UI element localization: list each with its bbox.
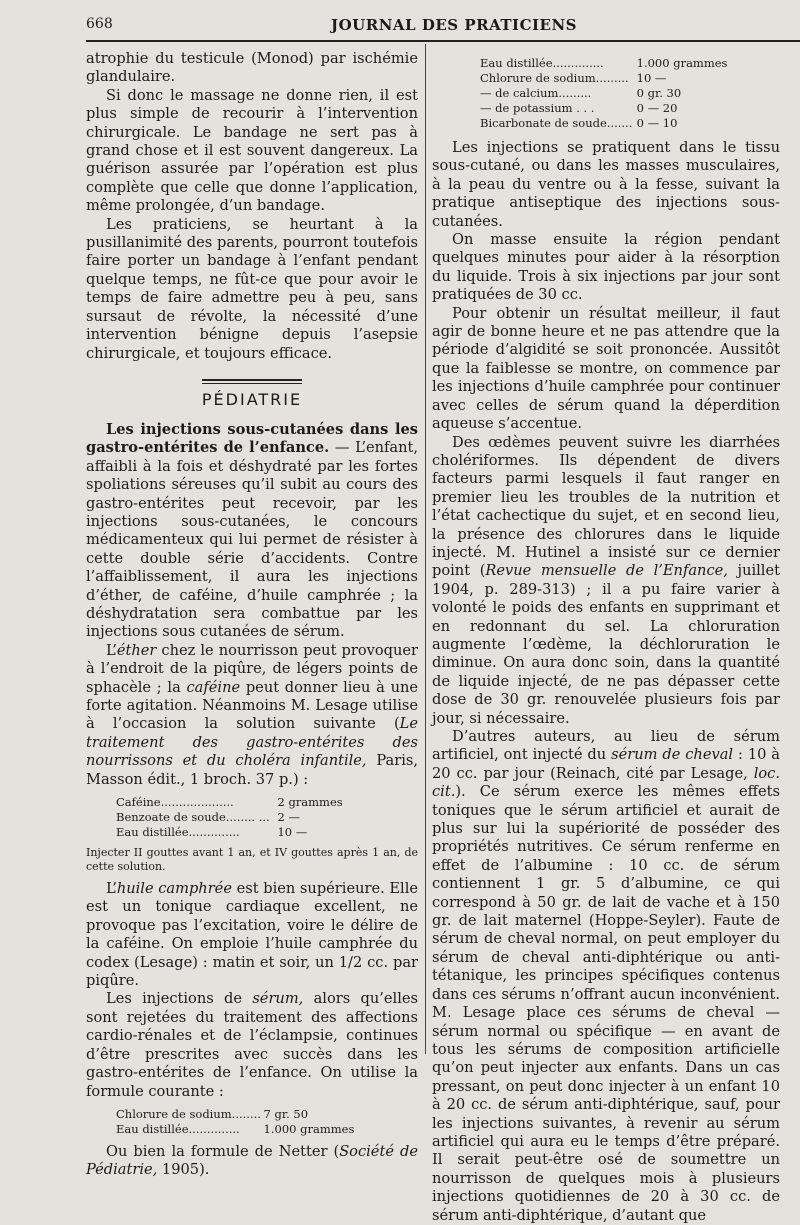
ingredient: Eau distillée.............. <box>116 1121 240 1136</box>
text-run: juillet 1904, p. 289-313) ; il a pu faire varier à volonté le poids des enfants en supprimant et en redonnant du sel. La chloruration augmente l’œdème, la déchloruration le diminue. On aura donc soin, dans la quantité de liquide injecté, de ne pas dépasser cette dose de 30 gr. renouvelée plusieurs fois par jour, si nécessaire. <box>432 562 780 727</box>
ingredient: Bicarbonate de soude....... <box>480 116 633 130</box>
text-run: : 10 à 20 cc. par jour (Reinach, cité par Lesage, <box>432 746 781 782</box>
text-run: alors qu’elles sont rejetées du traitement des affections cardio-rénales et de l’éclampsie, continues d’être prescrites avec succès dans les gastro-entérites de l’enfance. On utilise la formule courante : <box>86 990 418 1100</box>
paragraph: Si donc le massage ne donne rien, il est plus simple de recourir à l’intervention chirurgicale. Le bandage ne sert pas à grand chose et il est souvent dangereux. La guérison assurée par l’opération est plus complète que celle que donne l’application, même prolongée, d’un bandage. <box>86 86 418 215</box>
article-title: Les injections sous-cutanées dans les gastro-entérites de l’enfance. <box>86 420 418 457</box>
quantity: 2 — <box>277 810 300 825</box>
quantity: 10 — <box>636 71 667 85</box>
text-run: L’ <box>106 880 117 898</box>
formula-row <box>480 101 730 116</box>
italic-run: sérum, <box>252 990 304 1008</box>
text-run: Ou bien la formule de Netter ( <box>106 1142 340 1160</box>
quantity: 2 grammes <box>277 795 343 810</box>
ingredient: Eau distillée.............. <box>480 56 604 70</box>
ingredient: Chlorure de sodium......... <box>480 71 629 85</box>
text-run: Paris, Masson édit., 1 broch. 37 p.) : <box>86 752 418 788</box>
section-heading <box>86 379 418 409</box>
text-run: chez le nourrisson peut provoquer à l’endroit de la piqûre, de légers points de sphacèle ; la <box>86 641 418 696</box>
paragraph: On masse ensuite la région pendant quelques minutes pour aider à la résorption du liquide. Trois à six injections par jour sont pratiquées de 30 cc. <box>432 231 780 304</box>
paragraph <box>86 1143 418 1180</box>
text-run: D’autres auteurs, au lieu de sérum artificiel, ont injecté du <box>432 728 780 764</box>
quantity: 1.000 grammes <box>263 1121 355 1136</box>
section-title: PÉDIATRIE <box>201 389 303 409</box>
paragraph <box>432 728 780 1225</box>
left-column <box>86 50 418 1180</box>
italic-run: huile camphrée <box>116 880 232 898</box>
article-lead-paragraph <box>86 421 418 642</box>
quantity: 1.000 grammes <box>636 56 728 70</box>
ingredient: Benzoate de soude........ ... <box>116 810 270 825</box>
formula-netter <box>480 56 730 131</box>
formula-row <box>116 795 346 810</box>
quantity: 0 gr. 30 <box>636 86 682 100</box>
formula-row <box>116 810 346 825</box>
text-run: L’ <box>106 641 117 659</box>
paragraph <box>86 642 418 789</box>
journal-title: JOURNAL DES PRATICIENS <box>331 16 577 34</box>
quantity: 0 — 10 <box>636 116 678 130</box>
formula-row <box>480 86 730 101</box>
text-run: Les injections de <box>106 990 253 1008</box>
italic-run: Société de Pédiatrie, <box>86 1142 418 1179</box>
ingredient: — de potassium . . . <box>480 101 595 115</box>
formula-row <box>480 71 730 86</box>
paragraph <box>86 880 418 990</box>
ingredient: Chlorure de sodium........ <box>116 1106 261 1121</box>
running-header <box>86 8 798 36</box>
formula-row <box>116 1122 356 1137</box>
paragraph: atrophie du testicule (Monod) par ischémie glandulaire. <box>86 50 418 86</box>
formula-row <box>116 1107 356 1122</box>
italic-run: éther <box>116 641 157 659</box>
ingredient: Caféine.................... <box>116 795 234 810</box>
quantity: 10 — <box>277 825 308 840</box>
ingredient: — de calcium......... <box>480 86 592 100</box>
book-title: Le traitement des gastro-entérites des nourrissons et du choléra infantile, <box>86 715 418 770</box>
formula-row <box>116 825 346 840</box>
quantity: 0 — 20 <box>636 101 678 115</box>
paragraph: Pour obtenir un résultat meilleur, il faut agir de bonne heure et ne pas attendre que la période d’algidité se soit prononcée. Aussitôt que la faiblesse se montre, on commence par les injections d’huile camphrée pour continuer avec celles de sérum quand la déperdition aqueuse s’accentue. <box>432 304 780 433</box>
paragraph: Les injections se pratiquent dans le tissu sous-cutané, ou dans les masses musculaires, à la peau du ventre ou à la fesse, suivant la pratique antiseptique des injections sous-cutanées. <box>432 139 780 230</box>
article-lead-text: — L’enfant, affaibli à la fois et déshydraté par les fortes spoliations séreuses qu’il subit au cours des gastro-entérites peut recevoir, par les injections sous-cutanées, le concours médicamenteux qui lui permet de résister à cette double série d’accidents. Contre l’affaiblissement, il aura les injections d’éther, de caféine, d’huile camphrée ; la déshydratation sera combattue par les injections sous cutanées de sérum. <box>86 439 418 641</box>
journal-citation: Revue mensuelle de l’Enfance, <box>485 562 728 580</box>
text-run: Des œdèmes peuvent suivre les diarrhées cholériformes. Ils dépendent de divers facteurs parmi lesquels il faut ranger en premier lieu les troubles de la nutrition et l’état cachectique du sujet, et en second lieu, la présence des chlorures dans le liquide injecté. M. Hutinel a insisté sur ce dernier point ( <box>432 433 780 580</box>
ingredient: Eau distillée.............. <box>116 825 240 840</box>
dosage-note: Injecter II gouttes avant 1 an, et IV gouttes après 1 an, de cette solution. <box>86 846 418 874</box>
paragraph <box>86 990 418 1100</box>
formula-row <box>480 116 730 131</box>
formula-saline <box>116 1107 356 1137</box>
quantity: 7 gr. 50 <box>263 1106 309 1121</box>
italic-run: loc. cit. <box>432 764 780 801</box>
text-run: est bien supérieure. Elle est un tonique cardiaque excellent, ne provoque pas l’excitation, voire le délire de la caféine. On emploie l’huile camphrée du codex (Lesage) : matin et soir, un 1/2 cc. par piqûre. <box>86 880 418 990</box>
paragraph: Les praticiens, se heurtant à la pusillanimité des parents, pourront toutefois faire porter un bandage à l’enfant pendant quelque temps, ne fût-ce que pour avoir le temps de faire admettre peu à peu, sans sursaut de révolte, la nécessité d’une intervention bénigne depuis l’asepsie chirurgicale, et toujours efficace. <box>86 215 418 362</box>
text-run: peut donner lieu à une forte agitation. Néanmoins M. Lesage utilise à l’occasion la solution suivante ( <box>86 678 419 733</box>
heading-ornament-rule <box>202 379 302 384</box>
header-rule <box>86 40 800 42</box>
page-number: 668 <box>86 16 113 32</box>
paragraph <box>432 434 780 729</box>
column-divider <box>425 44 426 1054</box>
formula-caffeine <box>116 795 346 840</box>
italic-run: caféine <box>186 678 241 696</box>
text-run: ). Ce sérum exerce les mêmes effets toniques que le sérum artificiel et aurait de plus sur lui la supériorité de posséder des propriétés nutritives. Ce sérum renferme en effet de l’albumine : 10 cc. de sérum contiennent 1 gr. 5 d’albumine, ce qui correspond à 50 gr. de lait de vache et à 150 gr. de lait maternel (Hoppe-Seyler). Faute de sérum de cheval normal, on peut employer du sérum de cheval anti-diphtérique ou anti-tétanique, les principes spécifiques contenus dans ces sérums n’offrant aucun inconvénient. M. Lesage place ces sérums de cheval — sérum normal ou spécifique — en avant de tous les sérums de composition artificielle qu’on peut injecter aux enfants. Dans un cas pressant, on peut donc injecter à un enfant 10 à 20 cc. de sérum anti-diphtérique, sauf, pour les injections suivantes, à revenir au sérum artificiel qui aura eu le temps d’être préparé. Il serait peut-être osé de soumettre un nourrisson de quelques mois à plusieurs injections quotidiennes de 20 à 30 cc. de sérum anti-diphtérique, d’autant que <box>432 783 780 1224</box>
right-column <box>432 50 780 1225</box>
text-run: 1905). <box>157 1161 210 1179</box>
italic-run: sérum de cheval <box>611 746 734 764</box>
formula-row <box>480 56 730 71</box>
